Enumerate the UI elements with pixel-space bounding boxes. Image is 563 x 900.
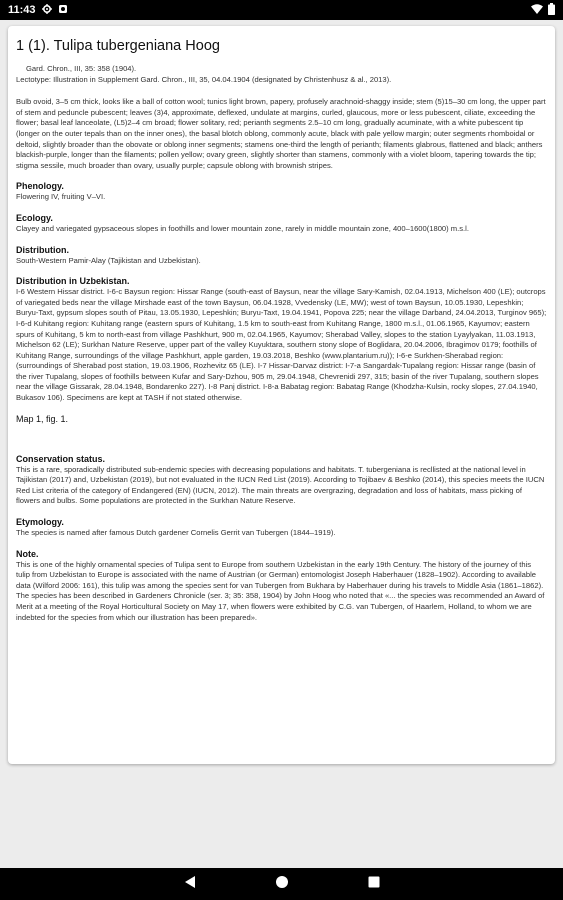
- section-heading: Ecology.: [16, 212, 53, 223]
- lectotype-text: Lectotype: Illustration in Supplement Gard. Chron., III, 35, 04.04.1904 (designated by Christenhusz & al., 2013).: [16, 74, 392, 84]
- section-note: [16, 549, 547, 624]
- section-heading: Note.: [16, 548, 39, 559]
- section-etymology: [16, 517, 547, 539]
- section-text: This is a rare, sporadically distributed sub-endemic species with decreasing populations and habitats. T. tubergeniana is recllisted at the national level in Tajikistan (2017) and, Uzbekistan (2019), but not evaluated in the IUCN Red List (2019). According to Tojibaev & Beshko (2014), this species meets the IUCN Red List criteria of the category of Endangered (EN) (IUCN, 2012). The main threats are overgrazing, degradation and loss of habitats, mass picking of flowers and bulbs. Some populations are protected in the Surkhan Nature Reserve.: [16, 464, 545, 506]
- battery-icon: [548, 3, 555, 18]
- back-icon: [184, 875, 196, 894]
- publication-reference: Gard. Chron., III, 35: 358 (1904).: [26, 64, 137, 73]
- home-button[interactable]: [272, 874, 292, 894]
- recents-icon: [368, 875, 380, 893]
- map-label: Map 1, fig. 1.: [16, 413, 69, 424]
- home-icon: [275, 875, 289, 894]
- species-title: 1 (1). Tulipa tubergeniana Hoog: [16, 38, 220, 54]
- section-phenology: [16, 181, 547, 203]
- gear-icon: [42, 4, 52, 17]
- section-distribution: [16, 245, 547, 267]
- section-heading: Distribution.: [16, 244, 69, 255]
- status-time: 11:43: [8, 4, 36, 16]
- section-text: The species is named after famous Dutch gardener Cornelis Gerrit van Tubergen (1844–1919).: [16, 528, 336, 538]
- recents-button[interactable]: [364, 874, 384, 894]
- section-text: Clayey and variegated gypsaceous slopes in foothills and lower mountain zone, rarely in middle mountain zone, 400–1600(1800) m.s.l.: [16, 223, 469, 233]
- status-bar: [0, 0, 563, 20]
- section-distribution-uzbekistan: [16, 276, 547, 404]
- section-conservation-status: [16, 454, 547, 507]
- section-text: Flowering IV, fruiting V–VI.: [16, 192, 106, 202]
- back-button[interactable]: [180, 874, 200, 894]
- species-description: Bulb ovoid, 3–5 cm thick, looks like a ball of cotton wool; tunics light brown, papery, profusely arachnoid-shaggy inside; stem (5)15–30 cm long, the upper part of stem and peduncle pubescent; leaves (3)4, approximate, deflexed, undulate at margins, curled, glaucous, more or less pubescent, ciliate, exceeding the flower; basal leaf lanceolate, (L5)2–4 cm broad; flower solitary, red; perianth segments 2.5–10 cm long, gradually acuminate, with a white pubescent tip (longer on the outer tepals than on the inner ones), the basal blotch oblong, commonly acute, black with pale yellow margin; outer segments rhomboidal or deltoid, slightly broader than the obovate or oblong inner segments; stamens one-third the length of perianth; filaments glabrous, flattened and black; anthers blackish-purple, longer than the filaments; pollen yellow; ovary green, slightly shorter than stamens, commonly with a violet bloom, tapering towards the tip; stigma sessile, much broader than ovary, usually purple; capsule oblong with brownish stripes.: [16, 97, 546, 170]
- section-heading: Distribution in Uzbekistan.: [16, 276, 130, 287]
- species-card: [8, 26, 555, 764]
- wifi-icon: [531, 4, 543, 17]
- record-icon: [58, 4, 68, 17]
- section-text: South-Western Pamir-Alay (Tajikistan and Uzbekistan).: [16, 255, 201, 265]
- section-text: This is one of the highly ornamental species of Tulipa sent to Europe from southern Uzbekistan in the early 19th Century. The history of the journey of this tulip from Uzbekistan to Europe is associated with the name of Austrian (or German) entomologist Joseph Haberhauer (1828–1902). According to available data (Wilford 2006: 161), this tulip was among the species sent for van Tubergen from Bukhara by Haberhauer during his travels to Middle Asia (1861–1862). The species has been described in Gardeners Chronicle (ser. 3; 35: 358, 1904) by John Hoog who noted that «... the species was recommended an Award of Merit at a meeting of the Royal Horticultural Society on May 17, when flowers were exhibited by C.G. van Tubergen, of Haarlem, Holland, to whom we are indebted for the species from which our illustration has been prepared».: [16, 559, 545, 622]
- section-heading: Phenology.: [16, 181, 64, 192]
- section-heading: Conservation status.: [16, 453, 106, 464]
- section-heading: Etymology.: [16, 517, 64, 528]
- section-ecology: [16, 213, 547, 235]
- navigation-bar: [0, 868, 563, 900]
- section-text: I-6 Western Hissar district. I-6-c Baysun region: Hissar Range (south-east of Baysun, near the village Sary-Kamish, 02.04.1913, Michelson 400 (LE); outcrops of variegated beds near the village Mirshade east of the town Baysun, 06.04.1928, Vvedensky (LE, MW); west of town Baysun, 10.05.1930, Lepeshkin; Buryu-Taxt, gypsum slopes south of Pitau, 13.05.1930, Lepeshkin; Buryu-Taxt, 19.04.1941, Popova 225; near the village Darband, 24.04.2013, Turginov 965); I-6-d Kuhitang region: Kuhitang range (eastern spurs of Kuhitang, 1.5 km to south-east from Kuhitang Range, 1800 m.s.l., 01.06.1965, Kayumov; eastern spurs of Kuhitang, 5 km to north-east from village Pashkhurt, 900 m, 02.04.1965, Kayumov; Sherabad Valley, slopes to the station Lyaylyakan, 11.03.1913, Michelson 62 (LE); Surkhan Nature Reserve, upper part of the valley Kuyuktara, southern stony slope of Boglidara, 20.04.2006, Ibragimov 0179; foothills of Kuhitang Range, surroundings of the village Pashkhurt, apple garden, 19.03.2018, Beshko (www.plantarium.ru)); I-6-e Surkhen-Sherabad region: (surroundings of Sherabad post station, 19.03.1906, Rozhevitz 65 (LE). I-7 Hissar-Darvaz district: I-7-a Sangardak-Tupalang region: Hissar range (basin of the river Tupalang, slopes of foothills between Kufar and Sary-Dzhou, 905 m, 29.04.1948, Chevrenidi 297, 315; basin of the river Tupalang, southern slopes near the village Gissarak, 28.04.1948, Bondarenko 227). I-8 Panj district. I-8-a Babatag region: Babatag Range (Khodzha-Kulsin, rocky slopes, 27.04.1940, Bukasov 106). Specimens are kept at TASH if not stated otherwise.: [16, 287, 547, 403]
